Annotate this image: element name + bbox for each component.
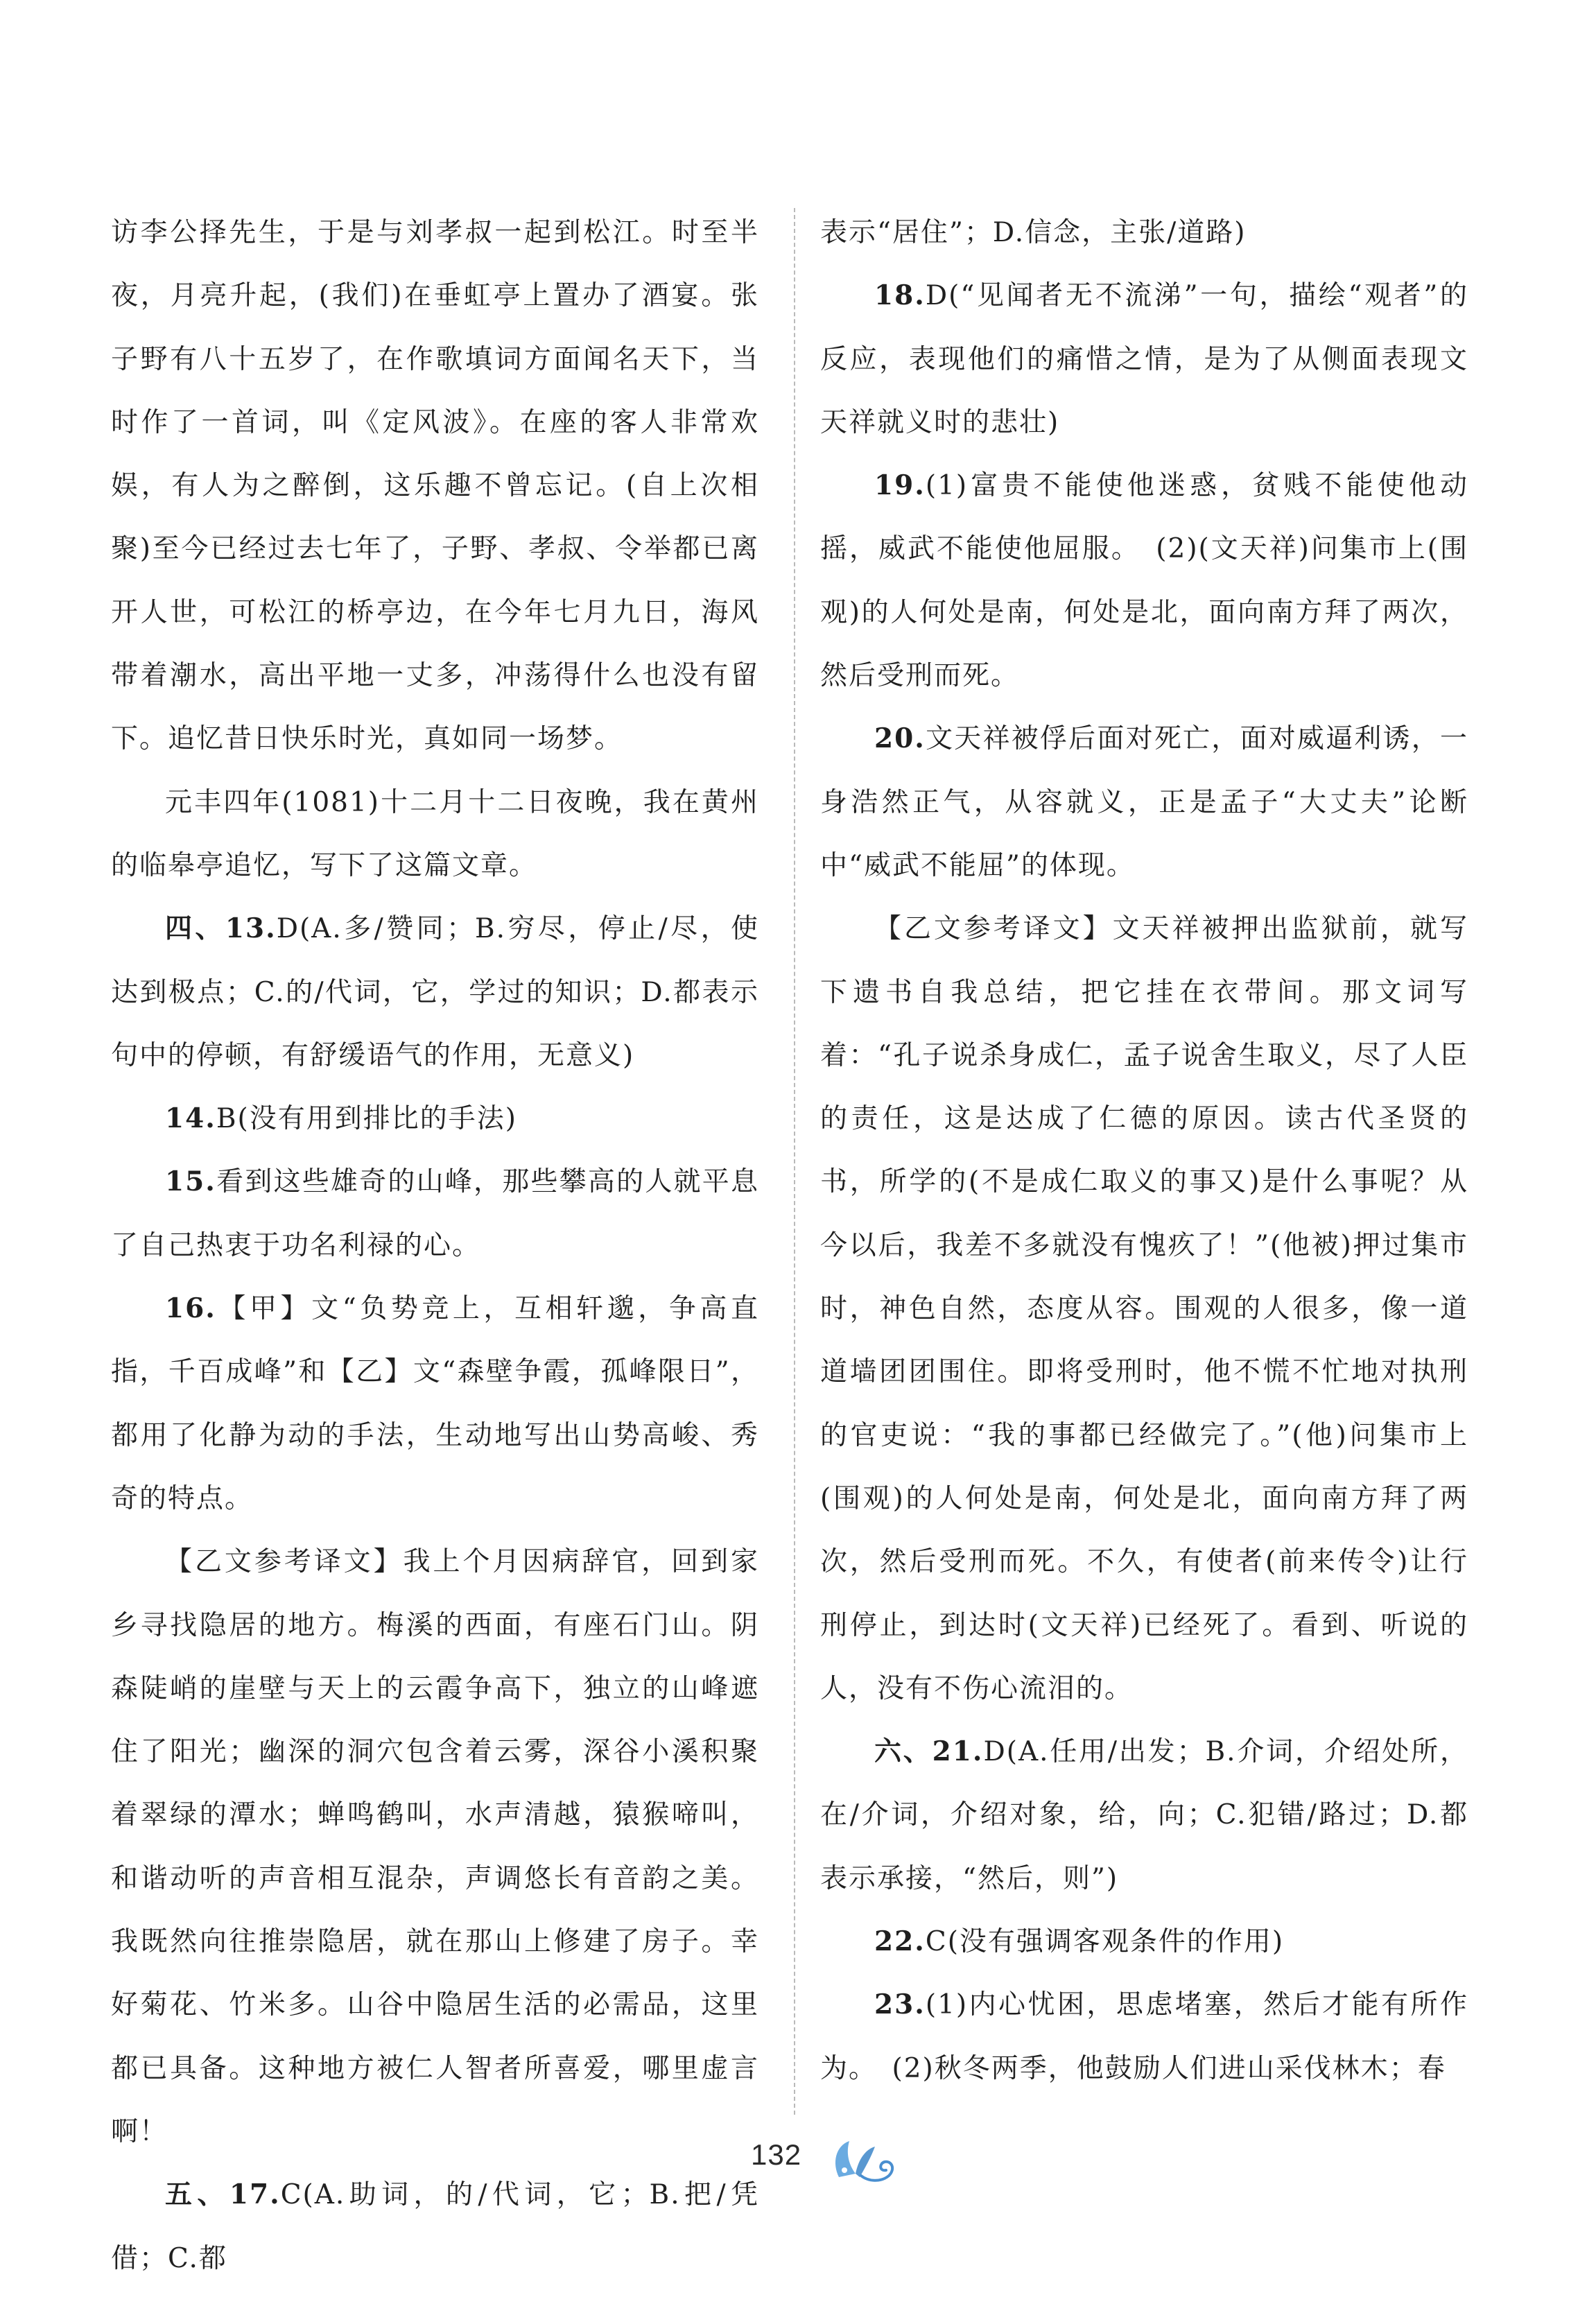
paragraph-r1: [820, 201, 1468, 264]
paragraph-l7: [111, 1530, 759, 2163]
paragraph-text: D(A.任用/出发；B.介词，介绍处所，在/介词，介绍对象，给，向；C.犯错/路过；D.都表示承接，“然后，则”): [820, 1736, 1468, 1894]
paragraph-text: 【甲】文“负势竞上，互相轩邈，争高直指，千百成峰”和【乙】文“森壁争霞，孤峰限日”，都用了化静为动的手法，生动地写出山势高峻、秀奇的特点。: [111, 1293, 759, 1514]
paragraph-r2: [820, 264, 1468, 454]
question-number: 19.: [874, 469, 926, 502]
paragraph-l5: [111, 1150, 759, 1277]
page-footer: [0, 2136, 1596, 2198]
paragraph-l6: [111, 1277, 759, 1530]
question-number: 23.: [874, 1989, 926, 2021]
paragraph-text: 访李公择先生，于是与刘孝叔一起到松江。时至半夜，月亮升起，(我们)在垂虹亭上置办了酒宴。张子野有八十五岁了，在作歌填词方面闻名天下，当时作了一首词，叫《定风波》。在座的客人非常欢娱，有人为之醉倒，这乐趣不曾忘记。(自上次相聚)至今已经过去七年了，子野、孝叔、令举都已离开人世，可松江的桥亭边，在今年七月九日，海风带着潮水，高出平地一丈多，冲荡得什么也没有留下。追忆昔日快乐时光，真如同一场梦。: [111, 217, 759, 755]
question-number: 18.: [874, 279, 926, 312]
paragraph-l2: [111, 771, 759, 898]
page-number: 132: [751, 2138, 802, 2171]
paragraph-text: B(没有用到排比的手法): [216, 1103, 517, 1135]
question-number: 四、13.: [165, 912, 277, 945]
paragraph-l1: [111, 201, 759, 771]
paragraph-r5: [820, 897, 1468, 1720]
paragraph-text: (1)内心忧困，思虑堵塞，然后才能有所作为。 (2)秋冬两季，他鼓励人们进山采伐林木；春: [820, 1989, 1468, 2084]
paragraph-text: 元丰四年(1081)十二月十二日夜晚，我在黄州的临皋亭追忆，写下了这篇文章。: [111, 786, 759, 881]
paragraph-text: 表示“居住”；D.信念，主张/道路): [820, 217, 1247, 248]
right-column: [820, 201, 1468, 2100]
paragraph-text: 文天祥被俘后面对死亡，面对威逼利诱，一身浩然正气，从容就义，正是孟子“大丈夫”论断中“威武不能屈”的体现。: [820, 723, 1468, 881]
paragraph-l3: [111, 897, 759, 1087]
paragraph-r8: [820, 1973, 1468, 2100]
left-column: [111, 201, 759, 2290]
question-number: 五、17.: [165, 2179, 281, 2211]
paragraph-text: C(没有强调客观条件的作用): [925, 1926, 1285, 1958]
paragraph-text: D(A.多/赞同；B.穷尽，停止/尽，使达到极点；C.的/代词，它，学过的知识；D.都表示句中的停顿，有舒缓语气的作用，无意义): [111, 913, 759, 1071]
paragraph-text: C(A.助词，的/代词，它；B.把/凭借；C.都: [111, 2179, 759, 2274]
paragraph-r3: [820, 454, 1468, 707]
paragraph-text: 看到这些雄奇的山峰，那些攀高的人就平息了自己热衷于功名利禄的心。: [111, 1166, 759, 1261]
paragraph-r6: [820, 1720, 1468, 1910]
question-number: 20.: [874, 722, 926, 755]
paragraph-text: (1)富贵不能使他迷惑，贫贱不能使他动摇，威武不能使他屈服。 (2)(文天祥)问集市上(围观)的人何处是南，何处是北，面向南方拜了两次，然后受刑而死。: [820, 470, 1468, 692]
question-number: 15.: [165, 1166, 216, 1198]
question-number: 14.: [165, 1102, 216, 1135]
paragraph-text: 【乙文参考译文】我上个月因病辞官，回到家乡寻找隐居的地方。梅溪的西面，有座石门山。阴森陡峭的崖壁与天上的云霞争高下，独立的山峰遮住了阳光；幽深的洞穴包含着云雾，深谷小溪积聚着翠绿的潭水；蝉鸣鹤叫，水声清越，猿猴啼叫，和谐动听的声音相互混杂，声调悠长有音韵之美。我既然向往推崇隐居，就在那山上修建了房子。幸好菊花、竹米多。山谷中隐居生活的必需品，这里都已具备。这种地方被仁人智者所喜爱，哪里虚言啊！: [111, 1546, 759, 2147]
paragraph-l4: [111, 1087, 759, 1150]
paragraph-r7: [820, 1910, 1468, 1973]
paragraph-text: 【乙文参考译文】文天祥被押出监狱前，就写下遗书自我总结，把它挂在衣带间。那文词写着：“孔子说杀身成仁，孟子说舍生取义，尽了人臣的责任，这是达成了仁德的原因。读古代圣贤的书，所学的(不是成仁取义的事又)是什么事呢？从今以后，我差不多就没有愧疚了！”(他被)押过集市时，神色自然，态度从容。围观的人很多，像一道道墙团团围住。即将受刑时，他不慌不忙地对执刑的官吏说：“我的事都已经做完了。”(他)问集市上(围观)的人何处是南，何处是北，面向南方拜了两次，然后受刑而死。不久，有使者(前来传令)让行刑停止，到达时(文天祥)已经死了。看到、听说的人，没有不伤心流泪的。: [820, 913, 1468, 1704]
paragraph-text: D(“见闻者无不流涕”一句，描绘“观者”的反应，表现他们的痛惜之情，是为了从侧面表现文天祥就义时的悲壮): [820, 280, 1468, 438]
column-divider: [794, 208, 795, 2115]
question-number: 22.: [874, 1925, 926, 1958]
question-number: 六、21.: [874, 1735, 984, 1768]
question-number: 16.: [165, 1292, 216, 1325]
butterfly-swirl-icon: [825, 2136, 908, 2184]
paragraph-r4: [820, 707, 1468, 897]
